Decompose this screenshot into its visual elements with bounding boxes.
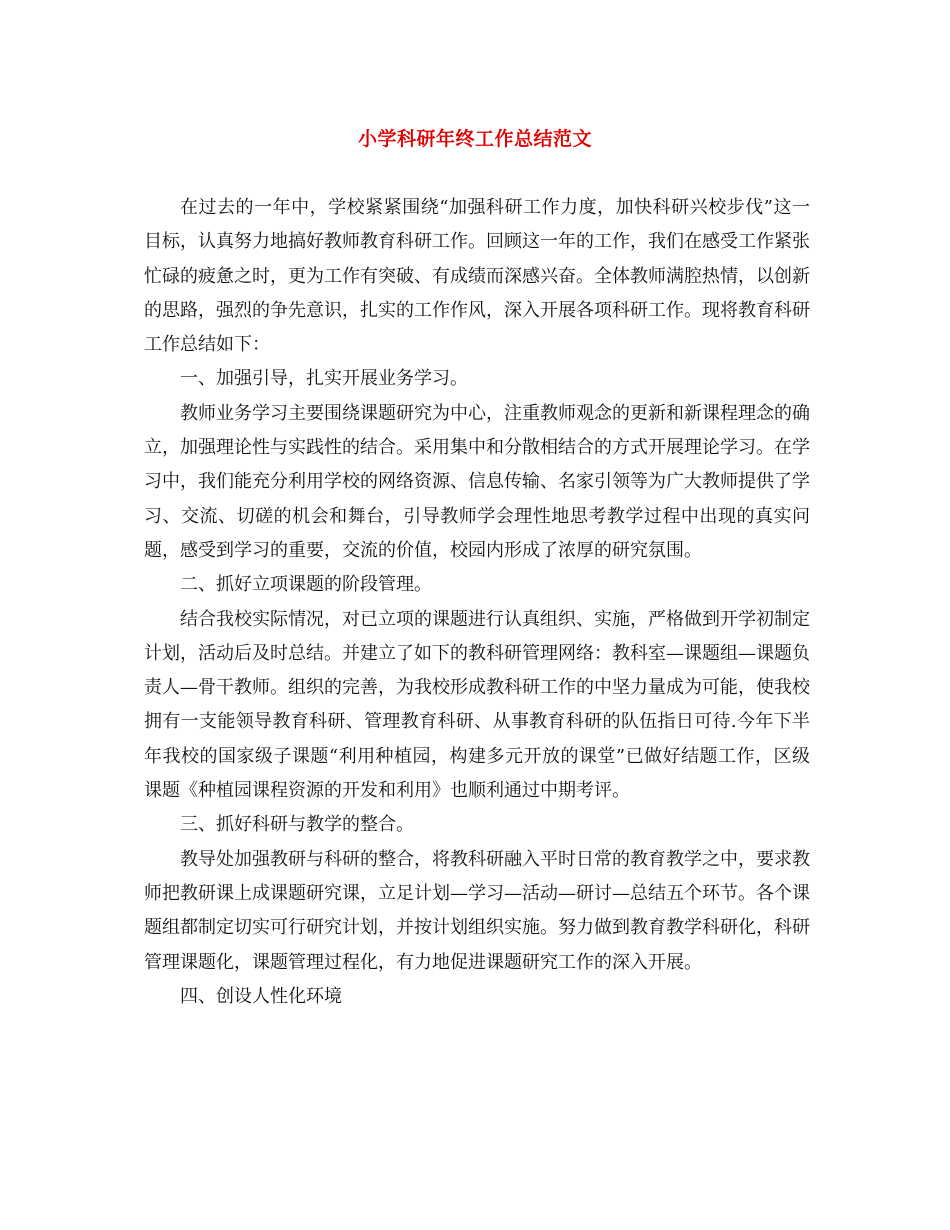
document-title: 小学科研年终工作总结范文	[357, 128, 592, 150]
paragraph-section-3: 教导处加强教研与科研的整合，将教科研融入平时日常的教育教学之中，要求教师把教研课上成课题研究课，立足计划—学习—活动—研讨—总结五个环节。各个课题组都制定切实可行研究计划，并按计划组织实施。努力做到教育教学科研化，科研管理课题化，课题管理过程化，有力地促进课题研究工作的深入开展。	[144, 848, 810, 973]
paragraph-section-1: 教师业务学习主要围绕课题研究为中心，注重教师观念的更新和新课程理念的确立，加强理论性与实践性的结合。采用集中和分散相结合的方式开展理论学习。在学习中，我们能充分利用学校的网络资源、信息传输、名家引领等为广大教师提供了学习、交流、切磋的机会和舞台，引导教师学会理性地思考教学过程中出现的真实问题，感受到学习的重要，交流的价值，校园内形成了浓厚的研究氛围。	[144, 402, 810, 561]
paragraph-intro: 在过去的一年中，学校紧紧围绕“加强科研工作力度，加快科研兴校步伐”这一目标，认真努力地搞好教师教育科研工作。回顾这一年的工作，我们在感受工作紧张忙碌的疲惫之时，更为工作有突破、有成绩而深感兴奋。全体教师满腔热情，以创新的思路，强烈的争先意识，扎实的工作作风，深入开展各项科研工作。现将教育科研工作总结如下：	[144, 197, 810, 356]
section-heading-4: 四、创设人性化环境	[180, 985, 342, 1007]
paragraph-section-2: 结合我校实际情况，对已立项的课题进行认真组织、实施，严格做到开学初制定计划，活动后及时总结。并建立了如下的教科研管理网络：教科室—课题组—课题负责人—骨干教师。组织的完善，为我校形成教科研工作的中坚力量成为可能，使我校拥有一支能领导教育科研、管理教育科研、从事教育科研的队伍指日可待.今年下半年我校的国家级子课题“利用种植园，构建多元开放的课堂”已做好结题工作，区级课题《种植园课程资源的开发和利用》也顺利通过中期考评。	[144, 608, 810, 802]
document-body	[144, 191, 810, 1014]
section-heading-2: 二、抓好立项课题的阶段管理。	[180, 574, 432, 596]
section-heading-1: 一、加强引导，扎实开展业务学习。	[180, 368, 468, 390]
section-heading-3: 三、抓好科研与教学的整合。	[180, 814, 414, 836]
